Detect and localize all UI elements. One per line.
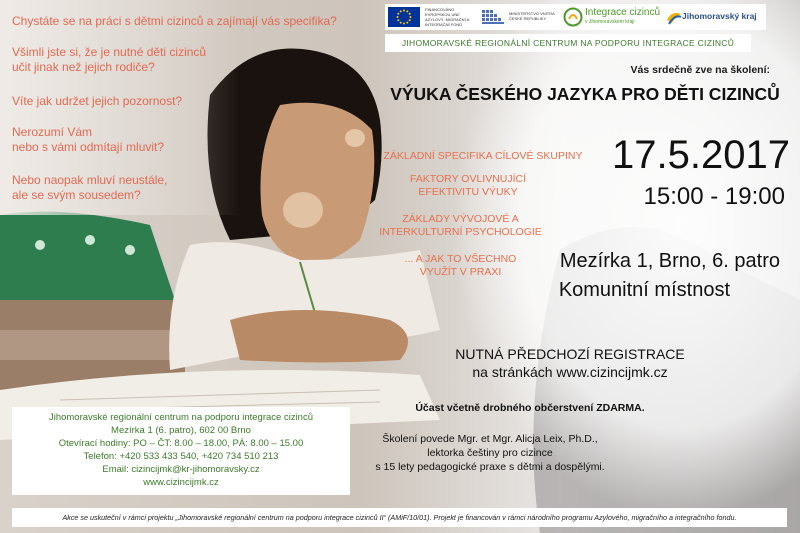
lecturer-line3: s 15 lety pedagogické praxe s dětmi a dospělými.	[375, 461, 605, 473]
integrace-logo-icon	[563, 7, 583, 27]
event-time: 15:00 - 19:00	[643, 183, 785, 210]
topic-2-line2: EFEKTIVITU VÝUKY	[418, 186, 518, 198]
event-room: Komunitní místnost	[558, 279, 730, 301]
contact-org: Jihomoravské regionální centrum na podporu integrace cizinců	[48, 412, 314, 423]
question-3	[12, 94, 182, 109]
ministry-logo-icon	[481, 7, 507, 27]
invite-text: Vás srdečně zve na školení:	[630, 64, 770, 76]
lecturer-line1: Školení povede Mgr. et Mgr. Alicja Leix, Ph.D.,	[382, 433, 598, 445]
topic-3-line2: INTERKULTURNÍ PSYCHOLOGIE	[379, 226, 542, 238]
topic-4-line2: VYUŽÍT V PRAXI	[419, 266, 502, 278]
question-5-line2: ale se svým sousedem?	[12, 188, 141, 202]
question-2-line2: učit jinak než jejich rodiče?	[12, 60, 155, 74]
contact-box	[12, 407, 350, 495]
event-date: 17.5.2017	[612, 133, 790, 177]
contact-email[interactable]: Email: cizincijmk@kr-jihomoravsky.cz	[102, 464, 260, 475]
topic-3	[378, 213, 543, 239]
question-2	[12, 45, 206, 75]
lecturer-info	[360, 432, 620, 474]
question-4-line1: Nerozumí Vám	[12, 125, 93, 139]
contact-hours: Otevírací hodiny: PO – ČT: 8.00 – 18.00, PÁ: 8.00 – 15.00	[58, 438, 304, 449]
footer-text: Akce se uskuteční v rámci projektu „Jihomoravské regionální centrum na podporu integrace cizinců II“ (AMiF/10/01). Projekt je financován v rámci národního programu Azylového, migračního a integračního fondu.	[62, 513, 737, 522]
question-4	[12, 125, 164, 155]
question-5-line1: Nebo naopak mluví neustále,	[12, 173, 168, 187]
contact-website[interactable]: www.cizincijmk.cz	[143, 477, 219, 488]
registration	[420, 345, 720, 381]
question-2-line1: Všimli jste si, že je nutné děti cizinců	[12, 45, 207, 59]
center-banner-text: JIHOMORAVSKÉ REGIONÁLNÍ CENTRUM NA PODPORU INTEGRACE CIZINCŮ	[401, 38, 735, 48]
topic-2	[378, 173, 558, 199]
jihomoravsky-kraj-text: Jihomoravský kraj	[682, 11, 757, 21]
contact-phone: Telefon: +420 533 433 540, +420 734 510 213	[83, 451, 279, 462]
topic-4-line1: ... A JAK TO VŠECHNO	[404, 253, 517, 265]
center-banner-box	[385, 34, 751, 52]
lecturer-line2: lektorka češtiny pro cizince	[427, 447, 553, 459]
question-3-line1: Víte jak udržet jejich pozornost?	[12, 94, 183, 108]
ministry-logo-text: MINISTERSTVO VNITRA ČESKÉ REPUBLIKY	[509, 11, 555, 21]
topic-3-line1: ZÁKLADY VÝVOJOVÉ A	[402, 213, 519, 225]
question-4-line2: nebo s vámi odmítají mluvit?	[12, 140, 165, 154]
integrace-logo-sub: v Jihomoravském kraji	[585, 19, 635, 25]
question-1-line1: Chystáte se na práci s dětmi cizinců a zajímají vás specifika?	[12, 14, 337, 28]
registration-line1: NUTNÁ PŘEDCHOZÍ REGISTRACE	[455, 346, 685, 362]
refreshments-text: Účast včetně drobného občerstvení ZDARMA.	[415, 402, 645, 414]
topic-4	[378, 253, 543, 279]
logo-bar	[385, 4, 766, 30]
jihomoravsky-kraj-icon	[666, 8, 682, 26]
contact-address: Mezírka 1 (6. patro), 602 00 Brno	[111, 425, 251, 436]
question-1	[12, 14, 337, 29]
event-address: Mezírka 1, Brno, 6. patro	[559, 250, 780, 272]
topic-1-line1: ZÁKLADNÍ SPECIFIKA CÍLOVÉ SKUPINY	[383, 150, 583, 162]
question-5	[12, 173, 167, 203]
event-title: VÝUKA ČESKÉHO JAZYKA PRO DĚTI CIZINCŮ	[390, 84, 780, 104]
topic-2-line1: FAKTORY OVLIVNUJÍCÍ	[409, 173, 527, 185]
topic-1	[378, 150, 588, 163]
registration-link[interactable]: na stránkách www.cizincijmk.cz	[472, 364, 668, 380]
footer-box	[12, 508, 787, 527]
eu-flag-icon	[388, 7, 420, 27]
eu-logo-text: FINANCOVÁNO EVROPSKOU UNIÍ AZYLOVÝ, MIGRAČNÍ A INTEGRAČNÍ FOND	[425, 7, 470, 27]
integrace-logo-title: Integrace cizinců	[585, 7, 661, 18]
